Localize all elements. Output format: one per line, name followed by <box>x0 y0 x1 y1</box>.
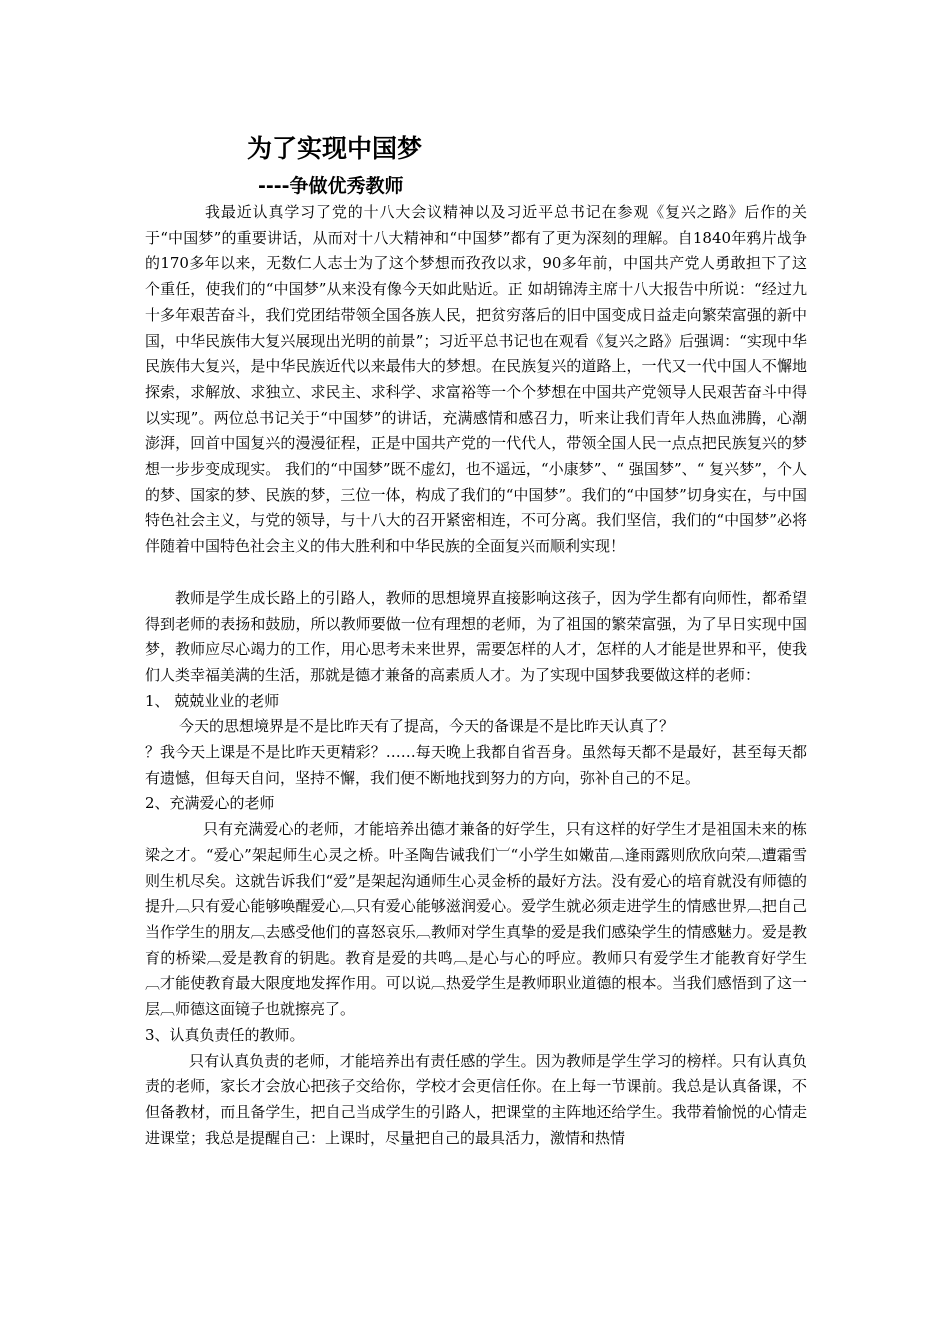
paragraph-intro: 我最近认真学习了党的十八大会议精神以及习近平总书记在参观《复兴之路》后作的关于“中国梦”的重要讲话，从而对十八大精神和“中国梦”都有了更为深刻的理解。自1840年鸦片战争的170多年以来，无数仁人志士为了这个梦想而孜孜以求，90多年前，中国共产党人勇敢担下了这个重任，使我们的“中国梦”从来没有像今天如此贴近。正 如胡锦涛主席十八大报告中所说：“经过九十多年艰苦奋斗，我们党团结带领全国各族人民，把贫穷落后的旧中国变成日益走向繁荣富强的新中国，中华民族伟大复兴展现出光明的前景”；习近平总书记也在观看《复兴之路》后强调：“实现中华民族伟大复兴，是中华民族近代以来最伟大的梦想。在民族复兴的道路上，一代又一代中国人不懈地探索，求解放、求独立、求民主、求科学、求富裕等一个个梦想在中国共产党领导人民艰苦奋斗中得以实现”。两位总书记关于“中国梦”的讲话，充满感情和感召力，听来让我们青年人热血沸腾，心潮澎湃，回首中国复兴的漫漫征程，正是中国共产党的一代代人，带领全国人民一点点把民族复兴的梦想一步步变成现实。 我们的“中国梦”既不虚幻，也不遥远，“小康梦”、“ 强国梦”、“ 复兴梦”，个人的梦、国家的梦、民族的梦，三位一体，构成了我们的“中国梦”。我们的“中国梦”切身实在，与中国特色社会主义，与党的领导，与十八大的召开紧密相连，不可分离。我们坚信，我们的“中国梦”必将伴随着中国特色社会主义的伟大胜利和中华民族的全面复兴而顺利实现！ <box>145 203 807 556</box>
paragraph-gap <box>145 560 807 586</box>
paragraph-love: 只有充满爱心的老师，才能培养出德才兼备的好学生，只有这样的好学生才是祖国未来的栋梁之才。“爱心”架起师生心灵之桥。叶圣陶告诫我们︺“小学生如嫩苗︹逢雨露则欣欣向荣︹遭霜雪则生机尽矣。这就告诉我们“爱”是架起沟通师生心灵金桥的最好方法。没有爱心的培育就没有师德的提升︹只有爱心能够唤醒爱心︹只有爱心能够滋润爱心。爱学生就必须走进学生的情感世界︹把自己当作学生的朋友︹去感受他们的喜怒哀乐︹教师对学生真挚的爱是我们感染学生的情感魅力。爱是教育的桥梁︹爱是教育的钥匙。教育是爱的共鸣︹是心与心的呼应。教师只有爱学生才能教育好学生︹才能使教育最大限度地发挥作用。可以说︹热爱学生是教师职业道德的根本。当我们感悟到了这一层︹师德这面镜子也就擦亮了。 <box>145 820 807 1019</box>
paragraph-responsibility: 只有认真负责的老师，才能培养出有责任感的学生。因为教师是学生学习的榜样。只有认真负责的老师，家长才会放心把孩子交给你，学校才会更信任你。在上每一节课前。我总是认真备课，不但备教材，而且备学生，把自己当成学生的引路人，把课堂的主阵地还给学生。我带着愉悦的心情走进课堂；我总是提醒自己：上课时，尽量把自己的最具活力，激情和热情 <box>145 1051 807 1147</box>
paragraph-self-reflection: 今天的思想境界是不是比昨天有了提高，今天的备课是不是比昨天认真了？ <box>179 717 675 736</box>
section-heading-1: 1、 兢兢业业的老师 <box>145 691 280 710</box>
section-heading-3: 3、认真负责任的教师。 <box>145 1025 305 1044</box>
paragraph-teacher-role: 教师是学生成长路上的引路人，教师的思想境界直接影响这孩子，因为学生都有向师性，都希望得到老师的表扬和鼓励，所以教师要做一位有理想的老师，为了祖国的繁荣富强，为了早日实现中国梦，教师应尽心竭力的工作，用心思考未来世界，需要怎样的人才，怎样的人才能是世界和平，使我们人类幸福美满的生活，那就是德才兼备的高素质人才。为了实现中国梦我要做这样的老师： <box>145 588 807 684</box>
document-subtitle: ----争做优秀教师 <box>258 175 404 197</box>
section-heading-2: 2、充满爱心的老师 <box>145 794 275 813</box>
document-title: 为了实现中国梦 <box>247 134 423 163</box>
paragraph-self-reflection-cont: ？我今天上课是不是比昨天更精彩？……每天晚上我都自省吾身。虽然每天都不是最好，甚至每天都有遗憾，但每天自问，坚持不懈，我们便不断地找到努力的方向，弥补自己的不足。 <box>145 743 807 787</box>
document-body <box>145 200 807 1151</box>
